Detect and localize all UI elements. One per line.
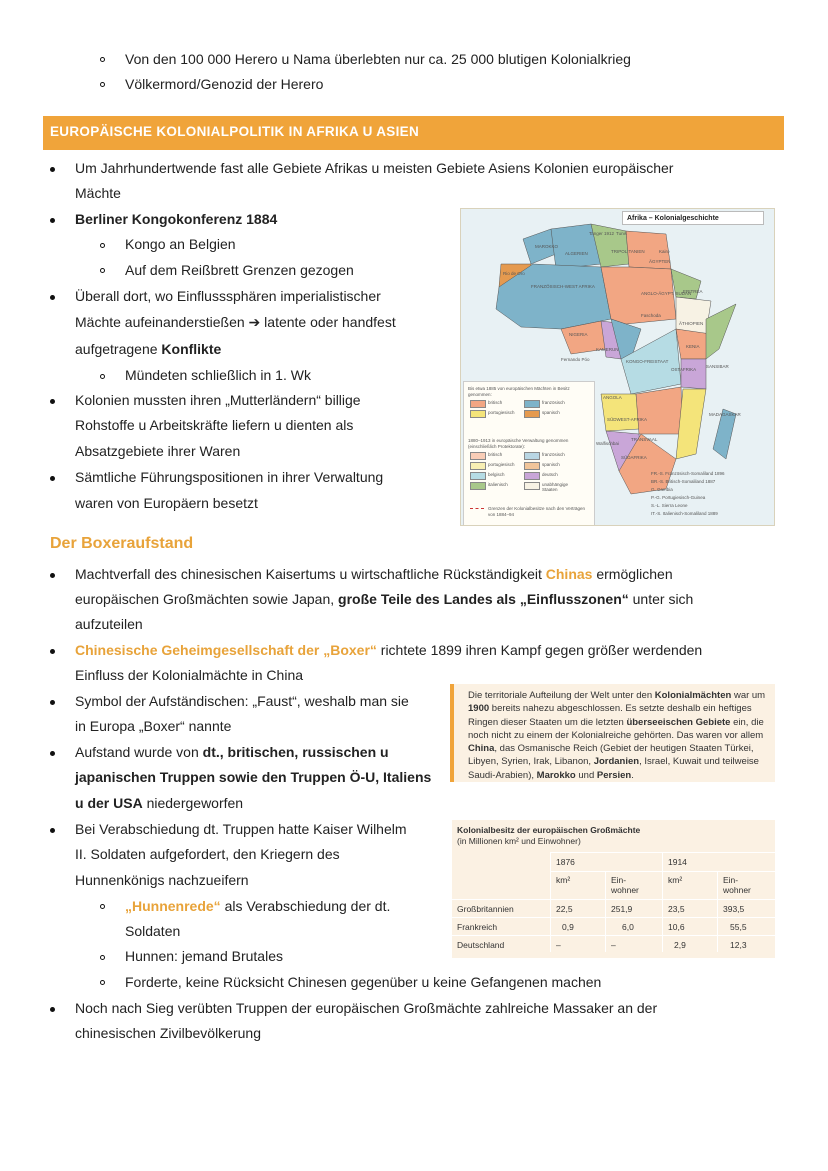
- list-item: Noch nach Sieg verübten Truppen der europäischen Großmächte zahlreiche Massaker an der: [75, 1000, 658, 1016]
- legend-swatch: [470, 472, 486, 480]
- table-cell: –: [611, 940, 616, 950]
- list-item: in Europa „Boxer“ nannte: [75, 718, 232, 734]
- list-item: chinesischen Zivilbevölkerung: [75, 1025, 261, 1041]
- map-label: KENIA: [686, 344, 700, 349]
- legend-label: deutsch: [542, 472, 558, 477]
- map-label: ERITREA: [683, 289, 703, 294]
- bullet: [50, 295, 55, 300]
- list-item: Um Jahrhundertwende fast alle Gebiete Afrikas u meisten Gebiete Asiens Kolonien europäischer: [75, 160, 674, 176]
- bullet: [50, 700, 55, 705]
- map-label: Fernando Póo: [561, 357, 590, 362]
- map-label: ANGOLA: [603, 395, 622, 400]
- rhodesia-region: [636, 387, 683, 434]
- legend-label: britisch: [488, 400, 503, 405]
- table-cell: 22,5: [556, 904, 573, 914]
- section-banner-title: EUROPÄISCHE KOLONIALPOLITIK IN AFRIKA U ASIEN: [50, 124, 420, 139]
- legend-label: Grenzen der Kolonialbesitze nach den Verträgen von 1884–94: [488, 506, 586, 517]
- map-label: Tanger 1912: [589, 231, 615, 236]
- table-cell: 10,6: [668, 922, 685, 932]
- map-abbrev: S.-L. Sierra Leone: [651, 503, 688, 508]
- map-label: KONGO-FREISTAAT: [626, 359, 669, 364]
- list-item: Chinesische Geheimgesellschaft der „Boxer“ richtete 1899 ihren Kampf gegen größer werdenden: [75, 642, 703, 658]
- list-circle: [100, 82, 105, 87]
- table-header-unit: km²: [668, 875, 683, 885]
- map-label: FRANZÖSISCH-WEST AFRIKA: [531, 284, 595, 289]
- map-label: SÜDWEST-AFRIKA: [607, 417, 648, 422]
- table-header-unit: Ein- wohner: [723, 875, 751, 895]
- list-item: Mächte: [75, 185, 121, 201]
- legend-label: französisch: [542, 452, 565, 457]
- list-circle: [100, 980, 105, 985]
- bullet: [50, 649, 55, 654]
- list-item: Mündeten schließlich in 1. Wk: [125, 367, 311, 383]
- legend-swatch: [524, 462, 540, 470]
- list-item: Kolonien mussten ihren „Mutterländern“ billige: [75, 392, 361, 408]
- legend-swatch: [470, 462, 486, 470]
- list-circle: [100, 374, 105, 379]
- list-item: Soldaten: [125, 923, 181, 939]
- table-rule: [717, 871, 718, 952]
- map-label: SANSIBAR: [706, 364, 729, 369]
- legend-label: belgisch: [488, 472, 505, 477]
- map-abbrev: G. Gambia: [651, 487, 673, 492]
- table-rule: [662, 852, 663, 952]
- legend-swatch: [470, 482, 486, 490]
- table-cell: 12,3: [730, 940, 747, 950]
- table-header-year: 1876: [556, 857, 575, 867]
- table-header-unit: km²: [556, 875, 571, 885]
- table-rule: [452, 899, 775, 900]
- map-abbrev: FR.-S. Französisch-Somaliland 1896: [651, 471, 725, 476]
- list-item: Völkermord/Genozid der Herero: [125, 76, 324, 92]
- legend-label: portugiesisch: [488, 410, 515, 415]
- list-item: waren von Europäern besetzt: [75, 495, 258, 511]
- map-label: MADAGASKAR: [709, 412, 741, 417]
- table-rule: [452, 935, 775, 936]
- table-cell: 0,9: [562, 922, 574, 932]
- table-cell: 251,9: [611, 904, 633, 914]
- map-abbrev: P.-G. Portugiesisch-Guinea: [651, 495, 706, 500]
- map-label: ANGLO-ÄGYPT. SUDAN: [641, 291, 692, 296]
- table-cell: 6,0: [622, 922, 634, 932]
- map-label: ÄTHIOPIEN: [679, 321, 704, 326]
- table-row-label: Frankreich: [457, 922, 498, 932]
- legend-swatch: [524, 452, 540, 460]
- list-item: Symbol der Aufständischen: „Faust“, weshalb man sie: [75, 693, 409, 709]
- legend-swatch: [524, 410, 540, 418]
- table-cell: 393,5: [723, 904, 745, 914]
- legend-swatch: [470, 400, 486, 408]
- list-item: Rohstoffe u Arbeitskräfte liefern u dienten als: [75, 417, 354, 433]
- table-title: Kolonialbesitz der europäischen Großmächte (in Millionen km² und Einwohner): [457, 825, 641, 846]
- table-header-unit: Ein- wohner: [611, 875, 639, 895]
- legend-title: Bis etwa 1885 von europäischen Mächten in Besitz genommen:: [468, 386, 570, 397]
- list-item: Machtverfall des chinesischen Kaisertums u wirtschaftliche Rückständigkeit Chinas ermöglichen: [75, 566, 673, 582]
- bullet: [50, 828, 55, 833]
- map-label: TRIPOLITANIEN: [611, 249, 645, 254]
- legend-swatch: [524, 472, 540, 480]
- list-item: europäischen Großmächten sowie Japan, große Teile des Landes als „Einflusszonen“ unter sich: [75, 591, 694, 607]
- legend-swatch: [524, 400, 540, 408]
- map-label: KAMERUN: [596, 347, 619, 352]
- map-label: Tunis: [616, 231, 627, 236]
- list-item: Hunnen: jemand Brutales: [125, 948, 283, 964]
- bullet: [50, 218, 55, 223]
- list-item: Überall dort, wo Einflusssphären imperialistischer: [75, 288, 381, 304]
- table-row-label: Deutschland: [457, 940, 505, 950]
- table-header-year: 1914: [668, 857, 687, 867]
- legend-label: unabhängige Staaten: [542, 482, 569, 492]
- list-circle: [100, 243, 105, 248]
- list-item: Berliner Kongokonferenz 1884: [75, 211, 278, 227]
- table-cell: 23,5: [668, 904, 685, 914]
- bullet: [50, 1007, 55, 1012]
- map-abbrev: IT.-S. Italienisch-Somaliland 1889: [651, 511, 718, 516]
- legend-swatch: [470, 452, 486, 460]
- map-label: NIGERIA: [569, 332, 588, 337]
- legend-swatch: [470, 508, 484, 509]
- map-legend: [463, 381, 595, 526]
- bullet: [50, 476, 55, 481]
- africa-colonial-map: [460, 208, 775, 526]
- list-item: aufgetragene Konflikte: [75, 341, 222, 357]
- map-label: TRANSVAAL: [631, 437, 658, 442]
- legend-swatch: [470, 410, 486, 418]
- map-label: MAROKKO: [535, 244, 559, 249]
- map-title: Afrika – Kolonialgeschichte: [622, 211, 764, 225]
- section-heading: Der Boxeraufstand: [50, 535, 194, 552]
- list-item: Auf dem Reißbrett Grenzen gezogen: [125, 262, 354, 278]
- list-item: Hunnenkönigs nachzueifern: [75, 872, 249, 888]
- list-item: u der USA niedergeworfen: [75, 795, 244, 811]
- ostafrika-region: [681, 359, 706, 389]
- list-item: Kongo an Belgien: [125, 236, 236, 252]
- table-rule: [605, 871, 606, 952]
- legend-label: französisch: [542, 400, 565, 405]
- legend-title: 1880–1913 in europäische Verwaltung genommen (einschließlich Protektorate):: [468, 438, 569, 449]
- map-label: ÄGYPTEN: [649, 259, 671, 264]
- bullet: [50, 167, 55, 172]
- map-label: Walfischbai: [596, 441, 619, 446]
- list-item: II. Soldaten aufgefordert, den Kriegern des: [75, 846, 340, 862]
- info-box: Die territoriale Aufteilung der Welt unter den Kolonialmächten war um 1900 bereits nahezu abgeschlossen. Es setzte deshalb ein heftiges Ringen dieser Staaten um die letzten überseeischen Gebiete ein, die noch nicht zu einem der Kolonialreiche gehörten. Das waren vor allem China, das Osmanische Reich (Gebiet der heutigen Staaten Türkei, Libyen, Syrien, Irak, Libanon, Jordanien, Israel, Kuwait und teilweise Saudi-Arabien), Marokko und Persien.: [450, 684, 775, 782]
- bullet: [50, 573, 55, 578]
- list-item: „Hunnenrede“ als Verabschiedung der dt.: [125, 898, 391, 914]
- map-label: Kairo: [659, 249, 670, 254]
- list-item: Bei Verabschiedung dt. Truppen hatte Kaiser Wilhelm: [75, 821, 407, 837]
- section-banner: [43, 116, 784, 150]
- legend-label: britisch: [488, 452, 503, 457]
- map-label: SÜDAFRIKA: [621, 455, 647, 460]
- list-circle: [100, 955, 105, 960]
- list-item: Forderte, keine Rücksicht Chinesen gegenüber u keine Gefangenen machen: [125, 974, 602, 990]
- legend-label: spanisch: [542, 462, 560, 467]
- map-label: Faschoda: [641, 313, 661, 318]
- table-cell: 55,5: [730, 922, 747, 932]
- table-cell: 2,9: [674, 940, 686, 950]
- map-label: ALGERIEN: [565, 251, 588, 256]
- bullet: [50, 751, 55, 756]
- legend-swatch: [524, 482, 540, 490]
- list-item: Von den 100 000 Herero u Nama überlebten nur ca. 25 000 blutigen Kolonialkrieg: [125, 51, 631, 67]
- table-rule: [550, 852, 551, 952]
- table-cell: –: [556, 940, 561, 950]
- list-item: Absatzgebiete ihrer Waren: [75, 443, 241, 459]
- colonial-possession-table: [452, 820, 775, 958]
- legend-label: spanisch: [542, 410, 560, 415]
- list-item: Aufstand wurde von dt., britischen, russischen u: [75, 744, 389, 760]
- list-item: aufzuteilen: [75, 616, 143, 632]
- list-item: Sämtliche Führungspositionen in ihrer Verwaltung: [75, 469, 384, 485]
- bullet: [50, 399, 55, 404]
- list-item: Mächte aufeinanderstießen ➔ latente oder handfest: [75, 314, 396, 330]
- map-abbrev: BR.-S. Britisch-Somaliland 1887: [651, 479, 716, 484]
- table-row-label: Großbritannien: [457, 904, 514, 914]
- list-item: Einfluss der Kolonialmächte in China: [75, 667, 304, 683]
- legend-label: italienisch: [488, 482, 508, 487]
- map-label: Rio de Oro: [503, 271, 525, 276]
- map-label: OSTAFRIKA: [671, 367, 697, 372]
- legend-label: portugiesisch: [488, 462, 515, 467]
- list-circle: [100, 57, 105, 62]
- list-item: japanischen Truppen sowie den Truppen Ö-U, Italiens: [75, 769, 432, 785]
- list-circle: [100, 268, 105, 273]
- list-circle: [100, 904, 105, 909]
- table-rule: [452, 917, 775, 918]
